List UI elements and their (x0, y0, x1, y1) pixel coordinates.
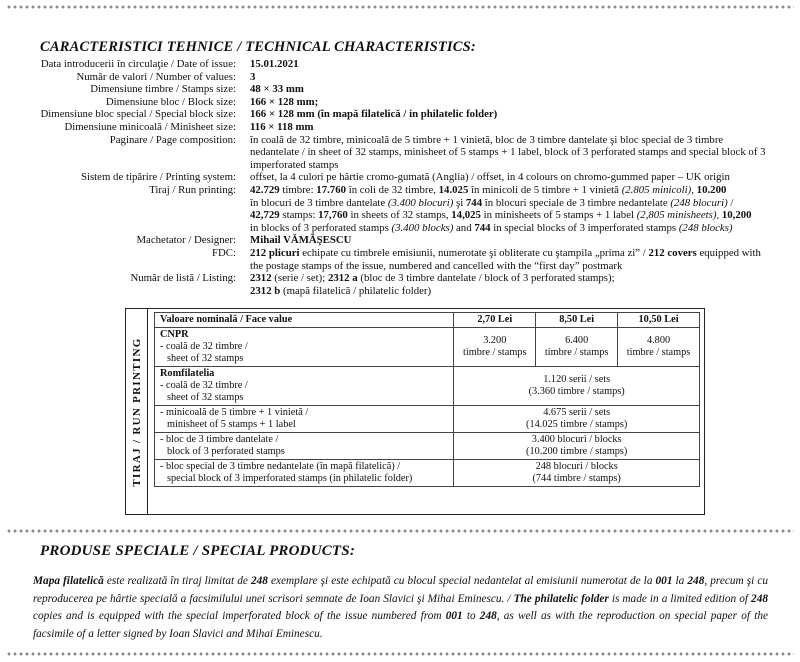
run-number: 17,760 (318, 209, 348, 222)
run-text: in sheets of 32 stamps, (347, 209, 452, 222)
tech-row-stamps-size (0, 83, 800, 96)
run-text: in minisheets of 5 stamps + 1 label (480, 209, 637, 222)
run-text: in special blocks of 3 imperforated stamps (490, 221, 679, 234)
folder-ro: Mapa filatelică (33, 575, 104, 587)
run-number: 744 (465, 196, 483, 209)
run-number: 14.025 (438, 183, 469, 196)
tech-row-designer (0, 234, 800, 247)
fdc-text (250, 247, 770, 272)
row-description: - bloc special de 3 timbre nedantelate (în mapă filatelică) / special block of 3 imperforated stamps (in philatelic folder) (155, 460, 454, 487)
run-number: 10.200 (696, 183, 727, 196)
fdc-count: 212 plicuri (250, 246, 300, 259)
special-products-title: PRODUSE SPECIALE / SPECIAL PRODUCTS: (40, 543, 356, 559)
dotted-divider-middle (6, 528, 794, 534)
quantity-cell: 3.200 timbre / stamps (454, 328, 536, 367)
tech-value: în coală de 32 timbre, minicoală de 5 timbre + 1 vinietă, bloc de 3 timbre dantelate şi bloc special de 3 timbre nedantelate / in sheet of 32 stamps, minisheet of 5 stamps + 1 label, block of 3 perforated stamps and special block of 3 imperforated stamps (250, 133, 766, 171)
fdc-count: 212 covers (648, 246, 697, 259)
tech-row-listing-2 (0, 285, 800, 298)
run-text: în coli de 32 timbre, (346, 183, 439, 196)
run-text: timbre: (279, 183, 317, 196)
tech-label: Număr de listă / Listing: (130, 272, 236, 285)
listing-desc: (mapă filatelică / philatelic folder) (280, 284, 432, 297)
run-number: 744 (474, 221, 491, 234)
run-text: in blocks of 3 perforated stamps (250, 221, 392, 234)
tech-label: Machetator / Designer: (136, 234, 236, 247)
run-note: (3.400 blocks) (391, 221, 454, 234)
run-note: (2.805 minicoli), (621, 183, 694, 196)
row-description: CNPR - coală de 32 timbre / sheet of 32 stamps (155, 328, 454, 367)
tech-label: FDC: (211, 246, 236, 259)
run-note: (248 blocks) (678, 221, 733, 234)
run-text: în blocuri speciale de 3 timbre nedantelate (482, 196, 671, 209)
run-text: şi (453, 196, 466, 209)
quantity-cell: 1.120 serii / sets (3.360 timbre / stamps) (454, 367, 700, 406)
face-value-3: 10,50 Lei (618, 313, 700, 328)
technical-characteristics-title: CARACTERISTICI TEHNICE / TECHNICAL CHARACTERISTICS: (40, 39, 476, 55)
listing-number: 2312 a (327, 272, 358, 285)
listing-desc: (serie / set); (271, 272, 328, 285)
tech-value: 48 × 33 mm (250, 83, 304, 96)
tech-row-run-printing (0, 184, 800, 234)
row-description: - bloc de 3 timbre dantelate / block of 3 perforated stamps (155, 433, 454, 460)
tech-row-block-size (0, 96, 800, 109)
run-number: 42.729 (250, 183, 280, 196)
tech-value: Mihail VĂMĂŞESCU (250, 234, 352, 247)
quantity-cell: 248 blocuri / blocks (744 timbre / stamps) (454, 460, 700, 487)
run-text: în blocuri de 3 timbre dantelate (250, 196, 388, 209)
tech-label: Tiraj / Run printing: (149, 183, 236, 196)
run-printing-text (250, 184, 770, 234)
run-printing-side-label: TIRAJ / RUN PRINTING (126, 309, 148, 514)
technical-characteristics-list (0, 58, 800, 297)
quantity-cell: 4.800 timbre / stamps (618, 328, 700, 367)
run-text: and (453, 221, 475, 234)
run-note: (3.400 blocuri) (387, 196, 454, 209)
tech-value: 3 (250, 70, 256, 83)
row-description: - minicoală de 5 timbre + 1 vinietă / minisheet of 5 stamps + 1 label (155, 406, 454, 433)
run-note: (248 blocuri) (670, 196, 728, 209)
fdc-desc: echipate cu timbrele emisiunii, numerotate şi obliterate cu ştampila „prima zi” / (299, 246, 649, 259)
listing-text (250, 285, 770, 298)
run-text: în minicoli de 5 timbre + 1 vinietă (468, 183, 622, 196)
dotted-divider-top (6, 4, 794, 10)
run-number: 10,200 (721, 209, 752, 222)
table-row-minisheet (155, 406, 700, 433)
run-text: stamps: (279, 209, 319, 222)
face-value-header: Valoare nominală / Face value (155, 313, 454, 328)
tech-row-date (0, 58, 800, 71)
tech-row-minisheet-size (0, 121, 800, 134)
tech-label: Dimensiune bloc special / Special block size: (40, 108, 236, 121)
fdc-desc: equipped with the postage stamps of the issue, numbered and cancelled with the “first day” postmark (250, 246, 761, 272)
run-note: (2,805 minisheets), (636, 209, 720, 222)
tech-label: Dimensiune minicoală / Minisheet size: (64, 120, 236, 133)
run-number: 42,729 (250, 209, 280, 222)
listing-number: 2312 b (250, 284, 281, 297)
face-value-1: 2,70 Lei (454, 313, 536, 328)
dotted-divider-bottom (6, 651, 794, 657)
tech-row-values (0, 71, 800, 84)
tech-label: Data introducerii în circulaţie / Date of issue: (40, 58, 236, 70)
tech-value: 116 × 118 mm (250, 120, 314, 133)
table-row-perforated-block (155, 433, 700, 460)
run-text: / (727, 196, 734, 209)
run-printing-table-box (125, 308, 705, 515)
tech-row-printing-system (0, 171, 800, 184)
tech-label: Sistem de tipărire / Printing system: (80, 171, 236, 184)
tech-row-fdc (0, 247, 800, 272)
tech-row-special-block-size (0, 108, 800, 121)
tech-value: 15.01.2021 (250, 58, 299, 70)
run-number: 14,025 (451, 209, 481, 222)
quantity-cell: 6.400 timbre / stamps (536, 328, 618, 367)
tech-value: 166 × 128 mm; (250, 95, 319, 108)
tech-value: 166 × 128 mm (în mapă filatelică / in philatelic folder) (250, 108, 498, 121)
tech-label: Dimensiune timbre / Stamps size: (90, 83, 236, 96)
table-header-row (155, 313, 700, 328)
tech-label: Paginare / Page composition: (109, 133, 236, 146)
listing-text (250, 272, 770, 285)
table-row-special-block (155, 460, 700, 487)
run-number: 17.760 (316, 183, 346, 196)
tech-label: Dimensiune bloc / Block size: (105, 95, 236, 108)
listing-desc: (bloc de 3 timbre dantelate / block of 3 perforated stamps); (357, 272, 615, 285)
table-row-romfilatelia (155, 367, 700, 406)
tech-value: offset, la 4 culori pe hârtie cromo-gumată (Anglia) / offset, in 4 colours on chromo-gummed paper – UK origin (250, 171, 730, 184)
quantity-cell: 3.400 blocuri / blocks (10.200 timbre / stamps) (454, 433, 700, 460)
row-description: Romfilatelia - coală de 32 timbre / sheet of 32 stamps (155, 367, 454, 406)
tech-row-listing (0, 272, 800, 285)
tech-label: Număr de valori / Number of values: (76, 70, 236, 83)
special-products-paragraph: Mapa filatelică este realizată în tiraj limitat de 248 exemplare şi este echipată cu blocul special nedantelat al emisiunii numerotat de la 001 la 248, precum şi cu reproducerea pe hârtie specială a facsimilului unei scrisori semnate de Ioan Slavici şi Mihai Eminescu. / The philatelic folder is made in a limited edition of 248 copies and is equipped with the special imperforated block of the issue numbered from 001 to 248, as well as with the reproduction on special paper of the facsimile of a letter signed by Ioan Slavici and Mihai Eminescu. (33, 575, 769, 640)
face-value-2: 8,50 Lei (536, 313, 618, 328)
table-row-cnpr (155, 328, 700, 367)
listing-number: 2312 (250, 272, 272, 285)
quantity-cell: 4.675 serii / sets (14.025 timbre / stamps) (454, 406, 700, 433)
folder-en: The philatelic folder (513, 592, 609, 605)
tech-row-page-composition (0, 134, 800, 172)
run-printing-table (154, 312, 700, 487)
